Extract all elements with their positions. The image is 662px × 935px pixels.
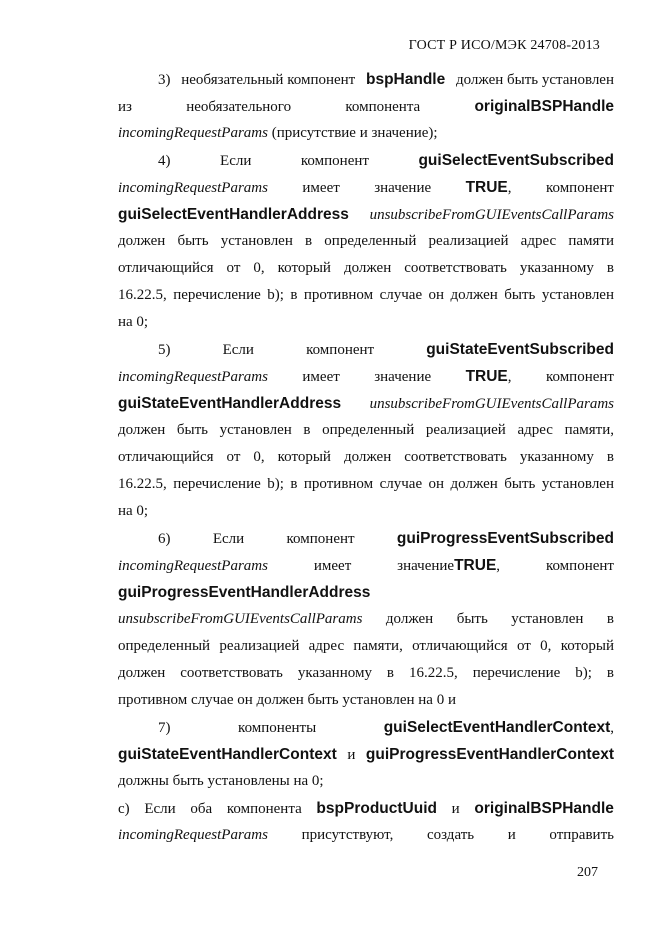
param-term: incomingRequestParams: [118, 369, 268, 385]
item-6-line-6: должен соответствовать указанному в 16.22.5, перечисление b); в: [118, 665, 614, 681]
param-term: incomingRequestParams: [118, 180, 268, 196]
page-number: 207: [577, 865, 598, 880]
item-7-line-1: 7) компоненты guiSelectEventHandlerContext,: [118, 714, 614, 741]
document-body: [118, 66, 614, 849]
code-term: guiSelectEventSubscribed: [418, 152, 614, 169]
code-term: TRUE: [454, 557, 497, 574]
item-5-line-1: 5) Если компонент guiStateEventSubscribed: [118, 336, 614, 363]
item-5-line-5: отличающийся от 0, который должен соответствовать указанному в: [118, 449, 614, 465]
item-4-line-6: 16.22.5, перечисление b); в противном случае он должен быть установлен: [118, 287, 614, 303]
code-term: originalBSPHandle: [474, 800, 614, 817]
item-7-line-2: guiStateEventHandlerContext и guiProgressEventHandlerContext: [118, 741, 614, 768]
item-5-line-4: должен быть установлен в определенный реализацией адрес памяти,: [118, 422, 614, 438]
item-5-line-6: 16.22.5, перечисление b); в противном случае он должен быть установлен: [118, 476, 614, 492]
param-term: unsubscribeFromGUIEventsCallParams: [369, 207, 614, 223]
code-term: guiSelectEventHandlerAddress: [118, 206, 349, 223]
item-number: 5): [158, 342, 171, 358]
item-number: 3): [158, 72, 171, 88]
code-term: guiStateEventHandlerAddress: [118, 395, 342, 412]
code-term: guiSelectEventHandlerContext: [383, 719, 611, 736]
document-header: ГОСТ Р ИСО/МЭК 24708-2013: [408, 38, 600, 53]
code-term: guiProgressEventHandlerContext: [365, 746, 614, 763]
item-4-line-5: отличающийся от 0, который должен соответствовать указанному в: [118, 260, 614, 276]
item-6-line-4: unsubscribeFromGUIEventsCallParams должен быть установлен в: [118, 606, 614, 633]
code-term: bspProductUuid: [316, 800, 437, 817]
code-term: guiStateEventSubscribed: [426, 341, 614, 358]
code-term: guiStateEventHandlerContext: [118, 746, 337, 763]
code-term: TRUE: [465, 368, 508, 385]
item-number: 7): [158, 720, 171, 736]
item-4-line-2: incomingRequestParams имеет значение TRUE, компонент: [118, 174, 614, 201]
code-term: bspHandle: [366, 71, 446, 88]
item-number: 6): [158, 531, 171, 547]
code-term: guiProgressEventHandlerAddress: [118, 584, 371, 601]
param-term: incomingRequestParams: [118, 125, 268, 141]
item-4-line-3: [118, 201, 614, 228]
param-term: unsubscribeFromGUIEventsCallParams: [369, 396, 614, 412]
item-3-line-1: 3) необязательный компонент bspHandle должен быть установлен: [118, 66, 614, 93]
item-4-line-1: 4) Если компонент guiSelectEventSubscribed: [118, 147, 614, 174]
item-5-line-3: [118, 390, 614, 417]
item-5-line-7: на 0;: [118, 503, 149, 519]
item-c-line-2: incomingRequestParams присутствуют, создать и отправить: [118, 822, 614, 849]
item-letter: c): [118, 801, 130, 817]
item-6-line-3: [118, 579, 614, 606]
item-3-line-2: из необязательного компонента originalBSPHandle: [118, 93, 614, 120]
code-term: TRUE: [465, 179, 508, 196]
code-term: originalBSPHandle: [474, 98, 614, 115]
code-term: guiProgressEventSubscribed: [396, 530, 614, 547]
item-c-line-1: c) Если оба компонента bspProductUuid и originalBSPHandle: [118, 795, 614, 822]
item-4-line-4: должен быть установлен в определенный реализацией адрес памяти: [118, 233, 614, 249]
item-number: 4): [158, 153, 171, 169]
param-term: incomingRequestParams: [118, 558, 268, 574]
item-7-line-3: должны быть установлены на 0;: [118, 773, 324, 789]
item-4-line-7: на 0;: [118, 314, 149, 330]
item-5-line-2: incomingRequestParams имеет значение TRUE, компонент: [118, 363, 614, 390]
param-term: unsubscribeFromGUIEventsCallParams: [118, 611, 363, 627]
item-6-line-7: противном случае он должен быть установлен на 0 и: [118, 692, 456, 708]
item-6-line-2: incomingRequestParams имеет значениеTRUE, компонент: [118, 552, 614, 579]
param-term: incomingRequestParams: [118, 827, 268, 843]
item-3-line-3: incomingRequestParams (присутствие и значение);: [118, 125, 438, 141]
item-6-line-1: 6) Если компонент guiProgressEventSubscribed: [118, 525, 614, 552]
item-6-line-5: определенный реализацией адрес памяти, отличающийся от 0, который: [118, 638, 614, 654]
